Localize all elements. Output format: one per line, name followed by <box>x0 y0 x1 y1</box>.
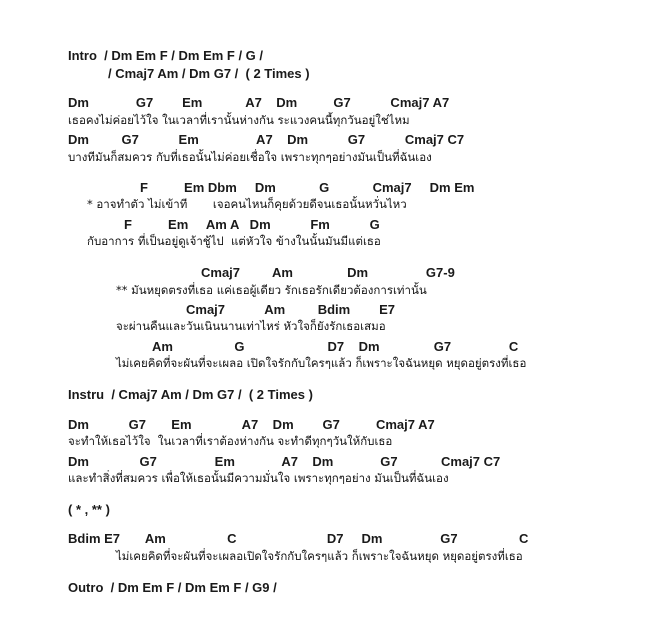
verse1-chords-2: Dm G7 Em A7 Dm G7 Cmaj7 C7 <box>68 132 465 147</box>
chorus-chords-1: Cmaj7 Am Dm G7-9 <box>201 265 455 280</box>
chorus-chords-3: Am G D7 Dm G7 C <box>152 339 519 354</box>
instru-line: Instru / Cmaj7 Am / Dm G7 / ( 2 Times ) <box>68 387 313 402</box>
prechorus-lyric-1: * อาจทำตัว ไม่เข้าที เจอคนไหนก็คุยด้วยดีจนเธอนั้นหวั่นไหว <box>87 197 407 211</box>
verse2-lyric-2: และทำสิ่งที่สมควร เพื่อให้เธอนั้นมีความมั่นใจ เพราะทุกๆอย่าง มันเป็นที่ฉันเอง <box>68 471 449 485</box>
verse2-chords-1: Dm G7 Em A7 Dm G7 Cmaj7 A7 <box>68 417 435 432</box>
intro-line-1: Intro / Dm Em F / Dm Em F / G / <box>68 48 264 63</box>
prechorus-chords-1: F Em Dbm Dm G Cmaj7 Dm Em <box>140 180 475 195</box>
verse1-lyric-1: เธอคงไม่ค่อยไว้ใจ ในเวลาที่เรานั้นห่างกัน ระแวงคนนี้ทุกวันอยู่ใช่ไหม <box>68 113 410 127</box>
prechorus-lyric-2: กับอาการ ที่เป็นอยู่ดูเจ้าชู้ไป แต่หัวใจ ข้างในนั้นมันมีแต่เธอ <box>87 234 381 248</box>
prechorus-chords-2: F Em Am A Dm Fm G <box>124 217 380 232</box>
outro-line: Outro / Dm Em F / Dm Em F / G9 / <box>68 580 277 595</box>
verse1-lyric-2: บางทีมันก็สมควร กับที่เธอนั้นไม่ค่อยเชื่อใจ เพราะทุกๆอย่างมันเป็นที่ฉันเอง <box>68 150 432 164</box>
chorus-lyric-1: ** มันหยุดตรงที่เธอ แค่เธอผู้เดียว รักเธอรักเดียวต้องการเท่านั้น <box>116 283 427 297</box>
repeat-marker: ( * , ** ) <box>68 502 110 517</box>
intro-line-2: / Cmaj7 Am / Dm G7 / ( 2 Times ) <box>108 66 310 81</box>
verse2-lyric-1: จะทำให้เธอไว้ใจ ในเวลาที่เราต้องห่างกัน จะทำดีทุกๆวันให้กับเธอ <box>68 434 393 448</box>
chorus-lyric-2: จะผ่านคืนและวันเนินนานเท่าไหร่ หัวใจก็ยังรักเธอเสมอ <box>116 319 386 333</box>
ending-chords: Bdim E7 Am C D7 Dm G7 C <box>68 531 529 546</box>
verse2-chords-2: Dm G7 Em A7 Dm G7 Cmaj7 C7 <box>68 454 501 469</box>
ending-lyric: ไม่เคยคิดที่จะผันที่จะเผลอเปิดใจรักกับใครๆแล้ว ก็เพราะใจฉันหยุด หยุดอยู่ตรงที่เธอ <box>116 549 523 563</box>
verse1-chords-1: Dm G7 Em A7 Dm G7 Cmaj7 A7 <box>68 95 450 110</box>
chorus-lyric-3: ไม่เคยคิดที่จะผันที่จะเผลอ เปิดใจรักกับใครๆแล้ว ก็เพราะใจฉันหยุด หยุดอยู่ตรงที่เธอ <box>116 356 527 370</box>
chorus-chords-2: Cmaj7 Am Bdim E7 <box>186 302 396 317</box>
